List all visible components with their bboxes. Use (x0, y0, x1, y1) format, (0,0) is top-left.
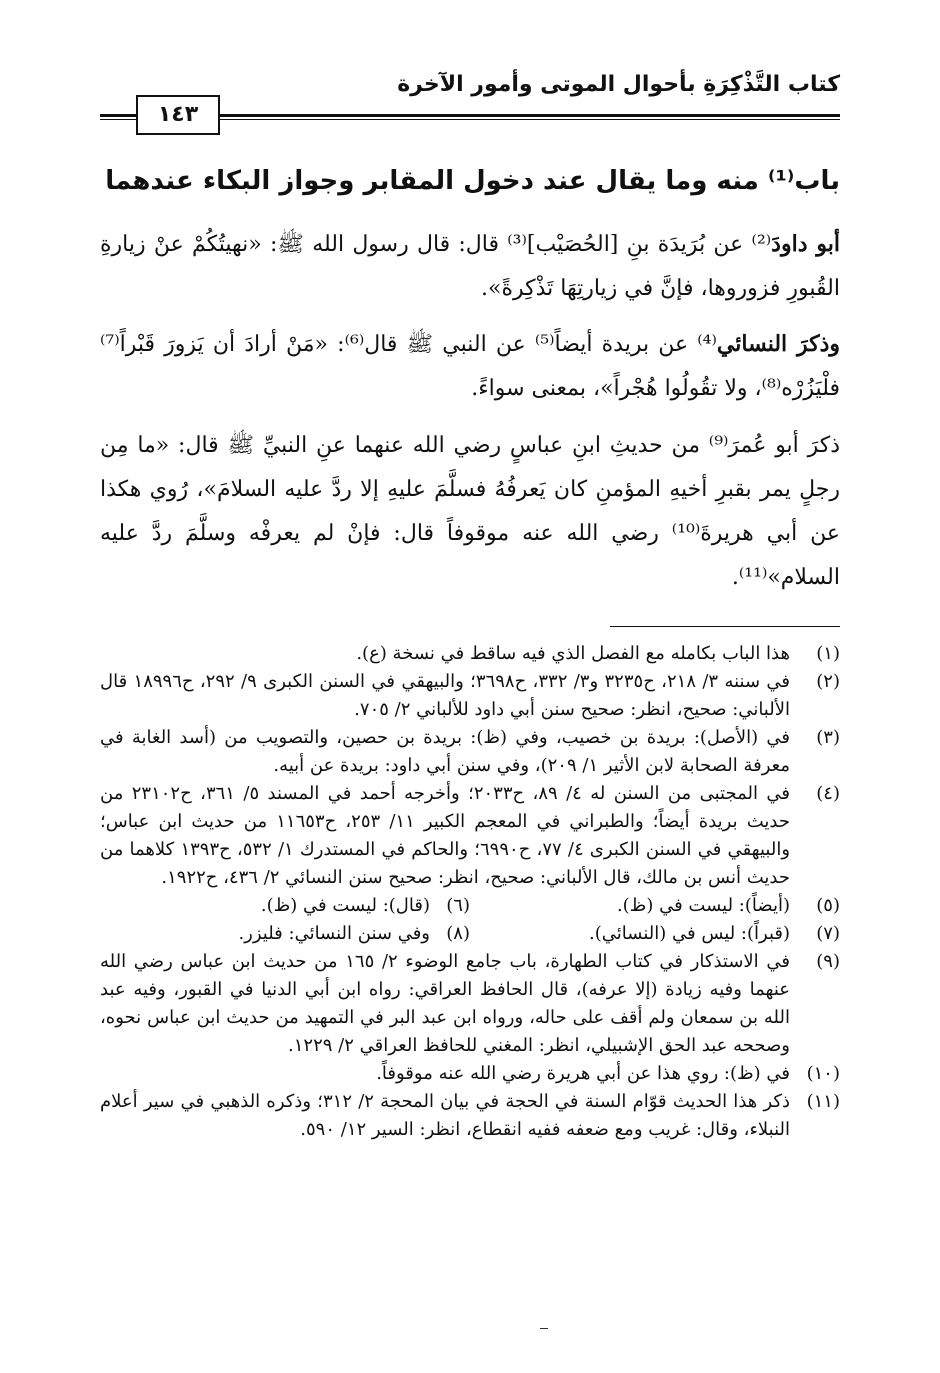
footnote-separator (610, 626, 840, 627)
footnote-11 (100, 1088, 840, 1144)
running-head-title: كتاب التَّذْكِرَةِ بأحوال الموتى وأمور الآخرة (397, 72, 840, 97)
footnote-text: في (الأصل): بريدة بن خصيب، وفي (ظ): بريدة بن حصين، والتصويب من (أسد الغابة في معرفة الصحابة لابن الأثير ١/ ٢٠٩)، وفي سنن أبي داود: بريدة عن أبيه. (100, 727, 790, 776)
footnote-number: (٨) (446, 923, 470, 944)
footnote-number: (٥) (816, 895, 840, 916)
page-number: ١٤٣ (136, 95, 220, 135)
footnote-row-5-6 (100, 892, 840, 920)
footnote-1 (100, 640, 840, 668)
page-end-mark (540, 1328, 548, 1329)
footnote-text: وفي سنن النسائي: فليزر. (238, 923, 430, 944)
narrator-nasai: وذكرَ النسائي (716, 331, 840, 357)
footnote-5 (470, 892, 840, 920)
footnote-number: (١) (816, 643, 840, 664)
footnote-2 (100, 668, 840, 724)
chapter-title: باب⁽¹⁾ منه وما يقال عند دخول المقابر وجواز البكاء عندهما (105, 166, 840, 196)
footnote-row-7-8 (100, 920, 840, 948)
footnote-text: ذكر هذا الحديث قوّام السنة في الحجة في بيان المحجة ٢/ ٣١٢؛ وذكره الذهبي في سير أعلام النبلاء، وقال: غريب ومع ضعفه ففيه انقطاع، انظر: السير ١٢/ ٥٩٠. (100, 1091, 790, 1140)
footnotes (100, 640, 840, 1144)
footnote-4 (100, 780, 840, 892)
footnote-7 (470, 920, 840, 948)
footnote-text: هذا الباب بكامله مع الفصل الذي فيه ساقط في نسخة (ع). (356, 643, 790, 664)
footnote-text: (قبراً): ليس في (النسائي). (589, 923, 790, 944)
footnote-text: في (ظ): روي هذا عن أبي هريرة رضي الله عنه موقوفاً. (376, 1063, 790, 1084)
footnote-number: (١١) (806, 1091, 840, 1112)
paragraph-1 (100, 222, 840, 311)
footnote-number: (٧) (816, 923, 840, 944)
footnote-number: (٦) (446, 895, 470, 916)
footnote-3 (100, 724, 840, 780)
footnote-number: (١٠) (806, 1063, 840, 1084)
footnote-text: (أيضاً): ليست في (ظ). (616, 895, 790, 916)
footnote-number: (٤) (816, 783, 840, 804)
footnote-text: في المجتبى من السنن له ٤/ ٨٩، ح٢٠٣٣؛ وأخرجه أحمد في المسند ٥/ ٣٦١، ح٢٣١٠٢ من حديث بريدة أيضاً؛ والطبراني في المعجم الكبير ١١/ ٢٥٣، ح١١٦٥٣ من حديث ابن عباس؛ والبيهقي في السنن الكبرى ٤/ ٧٧، ح٦٩٩٠؛ والحاكم في المستدرك ١/ ٥٣٢، ح١٣٩٣ كلاهما من حديث أنس بن مالك، قال الألباني: صحيح، انظر: صحيح سنن النسائي ٢/ ٤٣٦، ح١٩٢٢. (100, 783, 791, 888)
footnote-10 (100, 1060, 840, 1088)
footnote-8 (100, 920, 470, 948)
footnote-text: (قال): ليست في (ظ). (260, 895, 430, 916)
footnote-number: (٢) (816, 671, 840, 692)
footnote-9 (100, 948, 840, 1060)
footnote-text: في سننه ٣/ ٢١٨، ح٣٢٣٥ و٣/ ٣٣٢، ح٣٦٩٨؛ والبيهقي في السنن الكبرى ٩/ ٢٩٢، ح١٨٩٩٦ قال الألباني: صحيح، انظر: صحيح سنن أبي داود للألباني ٢/ ٧٠٥. (100, 671, 791, 720)
footnote-number: (٩) (816, 951, 840, 972)
footnote-6 (100, 892, 470, 920)
footnote-text: في الاستذكار في كتاب الطهارة، باب جامع الوضوء ٢/ ١٦٥ من حديث ابن عباس رضي الله عنهما وفيه زيادة (إلا عرفه)، قال الحافظ العراقي: رواه ابن أبي الدنيا في القبور، وفيه عبد الله بن سمعان ولم أقف على حاله، ورواه ابن عبد البر في التمهيد من حديث ابن عباس نحوه، وصححه عبد الحق الإشبيلي، انظر: المغني للحافظ العراقي ٢/ ١٢٢٩. (100, 951, 790, 1056)
paragraph-3: ذكرَ أبو عُمرَ⁽⁹⁾ من حديثِ ابنِ عباسٍ رضي الله عنهما عنِ النبيِّ ﷺ قال: «ما مِن رجلٍ يمر بقبرِ أخيهِ المؤمنِ كان يَعرفُهُ فسلَّمَ عليهِ إلا ردَّ عليه السلامَ»، رُوي هكذا عن أبي هريرةَ⁽¹⁰⁾ رضي الله عنه موقوفاً قال: فإنْ لم يعرفْه وسلَّمَ ردَّ عليه السلام»⁽¹¹⁾. (100, 433, 840, 590)
paragraph-2-text: ⁽⁴⁾ عن بريدة أيضاً⁽⁵⁾ عن النبي ﷺ قال⁽⁶⁾: «مَنْ أرادَ أن يَزورَ قَبْراً⁽⁷⁾ فلْيَزُرْه⁽⁸⁾، ولا تقُولُوا هُجْراً»، بمعنى سواءً. (100, 332, 840, 401)
paragraph-1-text: ⁽²⁾ عن بُرَيدَة بنِ [الحُصَيْب]⁽³⁾ قال: قال رسول الله ﷺ: «نهيتُكُمْ عنْ زيارةِ القُبورِ فزوروها، فإنَّ في زيارتِهَا تَذْكِرةً». (100, 232, 840, 301)
narrator-abu-dawud: أبو داودَ (771, 231, 841, 257)
paragraph-2 (100, 322, 840, 411)
footnote-number: (٣) (816, 727, 840, 748)
